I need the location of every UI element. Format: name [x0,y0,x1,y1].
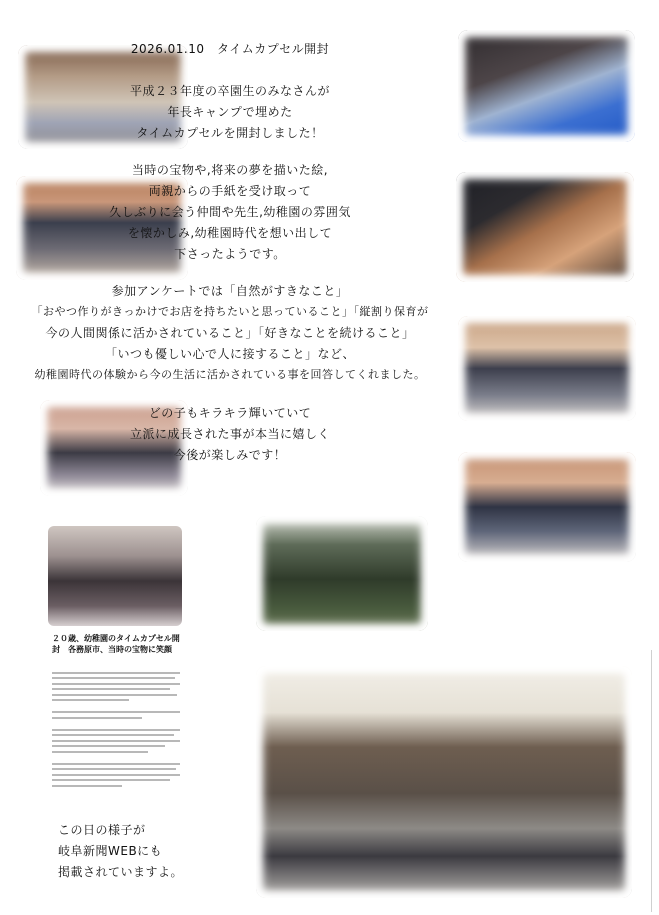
photo-group-in-front-of-building [256,666,632,898]
p3-line-2: 「おやつ作りがきっかけでお店を持ちたいと思っていること」「縦割り保育が [31,305,429,318]
p3-line-5: 幼稚園時代の体験から今の生活に活かされている事を回答してくれました。 [34,368,426,381]
divider [651,650,652,912]
date-title: 2026.01.10 タイムカプセル開封 [130,42,330,56]
p2-line-1: 当時の宝物や,将来の夢を描いた絵, [131,163,329,177]
photo-time-capsule-items [458,30,635,142]
article-body-lines [52,668,180,790]
p4-line-1: どの子もキラキラ輝いていて [148,406,312,420]
photo-hall-group-3 [458,452,636,562]
p1-line-3: タイムカプセルを開封しました！ [136,126,324,140]
p4-line-3: 今後が楽しみです！ [173,448,287,462]
p4-line-2: 立派に成長された事が本当に嬉しく [129,427,330,441]
p2-line-5: 下さったようです。 [174,247,286,261]
p1-line-2: 年長キャンプで埋めた [167,105,293,119]
p2-line-4: を懐かしみ,幼稚園時代を想い出して [127,226,333,240]
article-headline: ２０歳、幼稚園のタイムカプセル開封 各務原市、当時の宝物に笑顔 [52,634,180,654]
p3-line-4: 「いつも優しい心で人に接すること」など、 [104,347,355,361]
p2-line-2: 両親からの手紙を受け取って [148,184,312,198]
p3-line-3: 今の人間関係に活かされていること」「好きなことを続けること」 [45,326,415,340]
p1-line-1: 平成２３年度の卒園生のみなさんが [129,84,330,98]
photo-hall-group-1 [458,316,636,421]
p3-line-1: 参加アンケートでは「自然がすきなこと」 [111,284,349,298]
caption-line-3: 掲載されていますよ。 [58,865,184,879]
photo-forest [256,516,428,631]
caption-line-2: 岐阜新聞WEBにも [58,844,163,858]
photo-reading-letter [456,172,634,282]
caption [58,820,228,883]
p2-line-3: 久しぶりに会う仲間や先生,幼稚園の雰囲気 [109,205,351,219]
newspaper-article[interactable] [44,518,186,794]
caption-line-1: この日の様子が [58,823,146,837]
article-photo [48,526,182,626]
